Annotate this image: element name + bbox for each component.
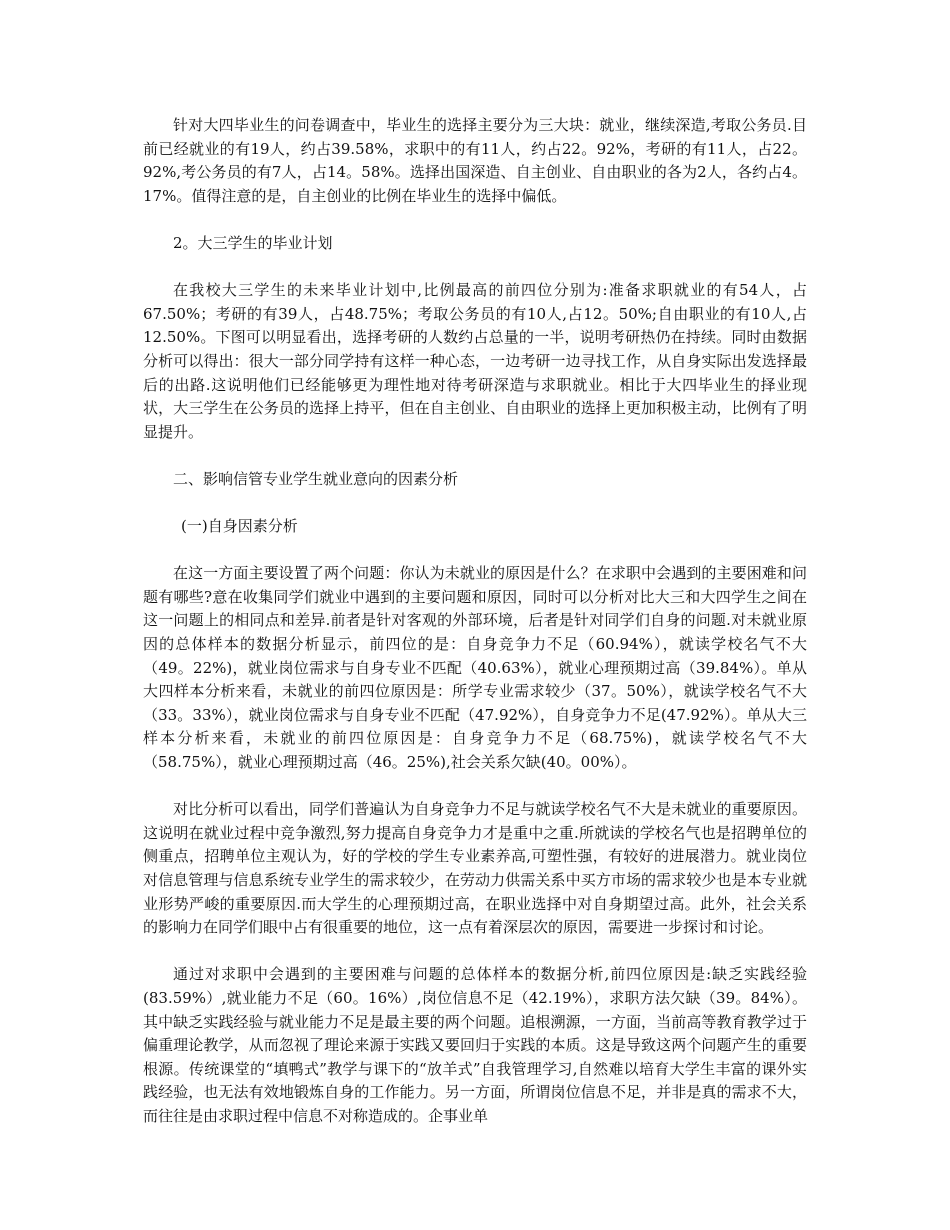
section-heading-factors: 二、影响信管专业学生就业意向的因素分析 [173,469,459,488]
paragraph-junior-plan: 在我校大三学生的未来毕业计划中,比例最高的前四位分别为:准备求职就业的有54人，占67.50%；考研的有39人，占48.75%；考取公务员的有10人,占12。50%;自由职业的有10人,占12.50%。下图可以明显看出，选择考研的人数约占总量的一半，说明考研热仍在持续。同时由数据分析可以得出：很大一部分同学持有这样一种心态，一边考研一边寻找工作，从自身实际出发选择最后的出路.这说明他们已经能够更为理性地对待考研深造与求职就业。相比于大四毕业生的择业现状，大三学生在公务员的选择上持平，但在自主创业、自由职业的选择上更加积极主动，比例有了明显提升。 [143,281,807,441]
paragraph-job-difficulties: 通过对求职中会遇到的主要困难与问题的总体样本的数据分析,前四位原因是:缺乏实践经验(83.59%）,就业能力不足（60。16%）,岗位信息不足（42.19%），求职方法欠缺（39。84%）。其中缺乏实践经验与就业能力不足是最主要的两个问题。追根溯源，一方面，当前高等教育教学过于偏重理论教学，从而忽视了理论来源于实践又要回归于实践的本质。这是导致这两个问题产生的重要根源。传统课堂的“填鸭式”教学与课下的“放羊式”自我管理学习,自然难以培育大学生丰富的课外实践经验，也无法有效地锻炼自身的工作能力。另一方面，所谓岗位信息不足，并非是真的需求不大，而往往是由求职过程中信息不对称造成的。企事业单 [143,965,807,1125]
paragraph-unemployment-reasons: 在这一方面主要设置了两个问题：你认为未就业的原因是什么？在求职中会遇到的主要困难和问题有哪些?意在收集同学们就业中遇到的主要问题和原因，同时可以分析对比大三和大四学生之间在这一问题上的相同点和差异.前者是针对客观的外部环境，后者是针对同学们自身的问题.对未就业原因的总体样本的数据分析显示，前四位的是：自身竞争力不足（60.94%），就读学校名气不大（49。22%)，就业岗位需求与自身专业不匹配（40.63%），就业心理预期过高（39.84%）。单从大四样本分析来看，未就业的前四位原因是：所学专业需求较少（37。50%），就读学校名气不大（33。33%），就业岗位需求与自身专业不匹配（47.92%），自身竞争力不足(47.92%）。单从大三样本分析来看，未就业的前四位原因是：自身竞争力不足（68.75%)，就读学校名气不大（58.75%），就业心理预期过高（46。25%),社会关系欠缺(40。00%）。 [143,564,807,772]
paragraph-senior-survey: 针对大四毕业生的问卷调查中，毕业生的选择主要分为三大块：就业，继续深造,考取公务员.目前已经就业的有19人，约占39.58%，求职中的有11人，约占22。92%，考研的有11人，占22。92%,考公务员的有7人，占14。58%。选择出国深造、自主创业、自由职业的各为2人，各约占4。17%。值得注意的是，自主创业的比例在毕业生的选择中偏低。 [143,116,807,205]
subsection-heading-self-factors: (一)自身因素分析 [181,517,298,536]
section-heading-junior-plan: 2。大三学生的毕业计划 [173,233,333,252]
document-body [143,114,807,1152]
paragraph-comparison-analysis: 对比分析可以看出，同学们普遍认为自身竞争力不足与就读学校名气不大是未就业的重要原因。这说明在就业过程中竞争激烈,努力提高自身竞争力才是重中之重.所就读的学校名气也是招聘单位的侧重点，招聘单位主观认为，好的学校的学生专业素养高,可塑性强，有较好的进展潜力。就业岗位对信息管理与信息系统专业学生的需求较少，在劳动力供需关系中买方市场的需求较少也是本专业就业形势严峻的重要原因.而大学生的心理预期过高，在职业选择中对自身期望过高。此外，社会关系的影响力在同学们眼中占有很重要的地位，这一点有着深层次的原因，需要进一步探讨和讨论。 [143,800,807,937]
